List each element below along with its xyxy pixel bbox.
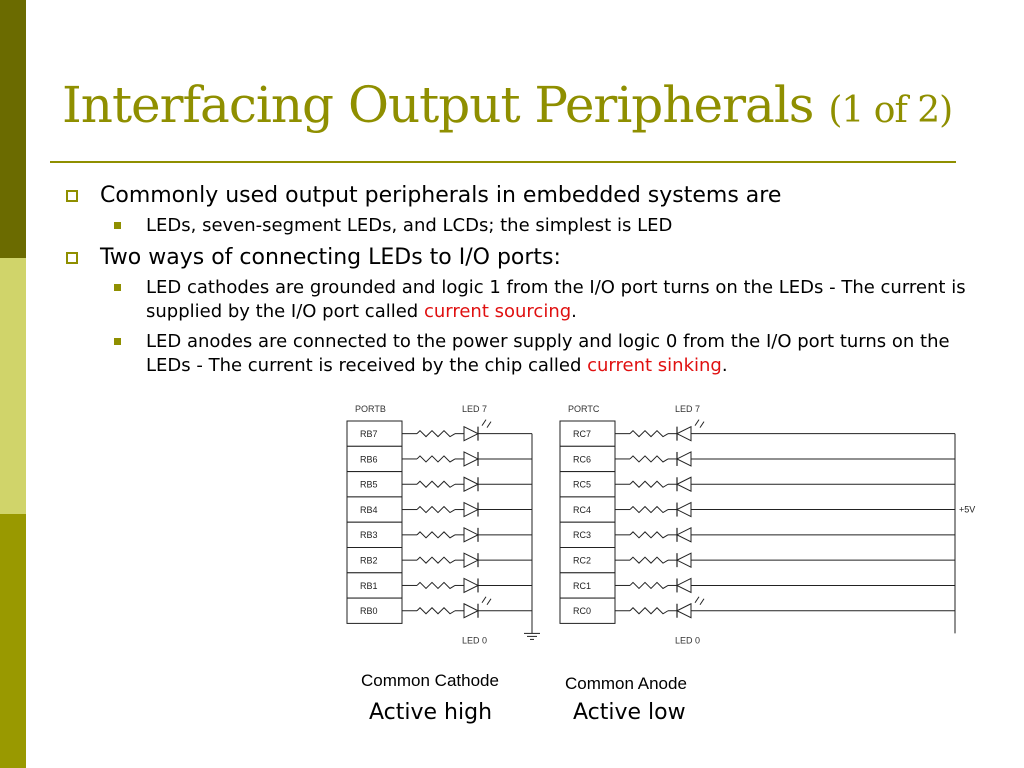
sidebar-band-mid xyxy=(0,514,26,768)
left-pin-label: RB4 xyxy=(360,504,378,515)
highlight-term: current sinking xyxy=(587,355,722,376)
slide-title xyxy=(62,76,952,134)
left-resistor xyxy=(417,456,455,462)
left-resistor xyxy=(417,557,455,563)
left-led xyxy=(464,553,478,567)
right-led xyxy=(677,477,691,491)
sub-bullet-tail: . xyxy=(721,355,728,376)
left-led xyxy=(464,477,478,491)
active-high-caption: Active high xyxy=(369,700,493,725)
right-light-arrows-icon xyxy=(695,597,704,605)
bullet-list xyxy=(66,182,966,384)
right-led xyxy=(677,604,691,618)
filled-square-bullet-icon xyxy=(114,284,121,291)
right-resistor xyxy=(630,582,668,588)
left-resistor xyxy=(417,608,455,614)
right-pin-label: RC2 xyxy=(573,555,592,566)
active-low-caption: Active low xyxy=(573,700,686,725)
sidebar-band-light xyxy=(0,258,26,514)
right-port-label: PORTC xyxy=(568,404,600,414)
sub-bullet-item xyxy=(146,276,966,324)
right-pin-label: RC0 xyxy=(573,606,592,617)
sub-bullet-item xyxy=(146,214,966,238)
left-resistor xyxy=(417,431,455,437)
sub-bullet-text: LEDs, seven-segment LEDs, and LCDs; the simplest is LED xyxy=(146,215,673,236)
left-led xyxy=(464,578,478,592)
left-led xyxy=(464,452,478,466)
sub-bullet-text: LED anodes are connected to the power supply and logic 0 from the I/O port turns on the LEDs - The current is received by the chip called xyxy=(146,331,950,376)
left-led xyxy=(464,528,478,542)
right-resistor xyxy=(630,507,668,513)
left-led xyxy=(464,503,478,517)
right-led xyxy=(677,528,691,542)
left-led xyxy=(464,604,478,618)
hollow-square-bullet-icon xyxy=(66,252,78,264)
bullet-item xyxy=(66,244,966,272)
bullet-text: Two ways of connecting LEDs to I/O ports: xyxy=(100,245,561,270)
left-bottom-led-label: LED 0 xyxy=(462,635,488,646)
right-resistor xyxy=(630,608,668,614)
right-bottom-led-label: LED 0 xyxy=(675,635,701,646)
left-resistor xyxy=(417,532,455,538)
right-resistor xyxy=(630,481,668,487)
sub-bullet-tail: . xyxy=(571,301,577,322)
slide-title-main: Interfacing Output Peripherals xyxy=(62,76,814,134)
right-led xyxy=(677,578,691,592)
left-light-arrows-icon xyxy=(482,597,491,605)
common-anode-caption: Common Anode xyxy=(565,674,687,693)
sidebar-band-dark xyxy=(0,0,26,258)
right-pin-label: RC3 xyxy=(573,530,592,541)
left-light-arrows-icon xyxy=(482,420,491,428)
sub-bullet-item xyxy=(146,330,966,378)
right-top-led-label: LED 7 xyxy=(675,404,701,414)
right-pin-label: RC7 xyxy=(573,429,592,439)
right-pin-label: RC5 xyxy=(573,479,592,490)
right-led xyxy=(677,553,691,567)
filled-square-bullet-icon xyxy=(114,338,121,345)
left-pin-label: RB6 xyxy=(360,454,378,465)
sidebar-decoration xyxy=(0,0,26,768)
title-divider xyxy=(50,161,956,163)
bullet-text: Commonly used output peripherals in embedded systems are xyxy=(100,183,782,208)
filled-square-bullet-icon xyxy=(114,222,121,229)
left-pin-label: RB3 xyxy=(360,530,378,541)
right-led xyxy=(677,427,691,441)
right-resistor xyxy=(630,431,668,437)
sub-bullet-text: LED cathodes are grounded and logic 1 from the I/O port turns on the LEDs - The current is supplied by the I/O port called xyxy=(146,277,966,322)
right-resistor xyxy=(630,532,668,538)
left-led xyxy=(464,427,478,441)
common-cathode-caption: Common Cathode xyxy=(361,671,499,690)
right-led xyxy=(677,452,691,466)
right-resistor xyxy=(630,557,668,563)
hollow-square-bullet-icon xyxy=(66,190,78,202)
left-pin-label: RB2 xyxy=(360,555,378,566)
left-port-label: PORTB xyxy=(355,404,386,414)
right-pin-label: RC1 xyxy=(573,580,592,591)
right-led xyxy=(677,503,691,517)
left-resistor xyxy=(417,507,455,513)
left-pin-label: RB1 xyxy=(360,580,378,591)
left-pin-label: RB0 xyxy=(360,606,378,617)
left-pin-label: RB7 xyxy=(360,429,378,439)
highlight-term: current sourcing xyxy=(423,301,572,322)
right-pin-label: RC6 xyxy=(573,454,592,465)
right-pin-label: RC4 xyxy=(573,504,592,515)
right-resistor xyxy=(630,456,668,462)
bullet-item xyxy=(66,182,966,210)
led-circuit-diagram xyxy=(342,400,976,646)
left-pin-label: RB5 xyxy=(360,479,378,490)
supply-label: +5V xyxy=(959,504,976,515)
left-resistor xyxy=(417,582,455,588)
left-top-led-label: LED 7 xyxy=(462,404,488,414)
right-light-arrows-icon xyxy=(695,420,704,428)
left-resistor xyxy=(417,481,455,487)
slide-title-part: (1 of 2) xyxy=(828,90,953,131)
